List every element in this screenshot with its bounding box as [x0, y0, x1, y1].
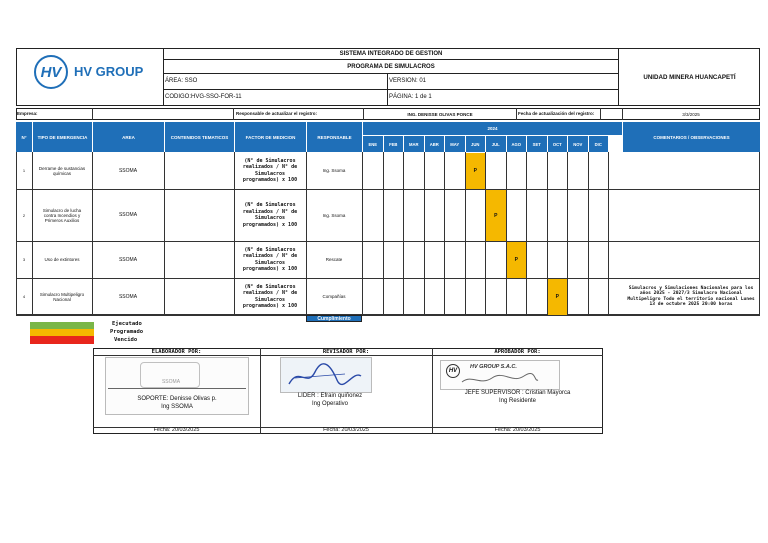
grid-column-line	[362, 152, 363, 315]
company-label: Empresa:	[17, 111, 38, 116]
hv-logo-icon	[34, 55, 68, 89]
month-ene: ENE	[362, 136, 383, 152]
compliance-label: Cumplimiento	[306, 315, 362, 322]
row-4-responsible: Compañías	[322, 294, 346, 299]
month-dic: DIC	[588, 136, 609, 152]
row-3-responsible: Rescate	[325, 257, 343, 262]
version-label: VERSION: 01	[388, 74, 618, 90]
row-4-area: SSOMA	[118, 293, 138, 300]
date-value: 3/3/2025	[682, 111, 700, 117]
month-oct: OCT	[547, 136, 568, 152]
col-type: TIPO DE EMERGENCIA	[32, 122, 92, 152]
month-mar: MAR	[403, 136, 424, 152]
elaborated-signature-line	[108, 388, 246, 389]
grid-column-line	[608, 152, 609, 315]
row-1-n: 1	[22, 168, 26, 173]
col-comments: COMENTARIOS / OBSERVACIONES	[622, 122, 760, 152]
legend-expired-swatch	[30, 336, 94, 344]
programmed-mark-row-3: P	[507, 242, 527, 278]
logo-box	[16, 48, 164, 106]
approved-role: Ing Residente	[498, 398, 537, 404]
row-4-comment: Simulacros y Simulaciones Nacionales para los años 2025 - 2027/3 Simulacro Nacional Multipeligro Todo el territorio nacional Lunes 13 de octubre 2025 20:00 horas	[627, 285, 755, 307]
mining-unit: UNIDAD MINERA HUANCAPETÍ	[618, 48, 760, 106]
grid-column-line	[444, 152, 445, 315]
col-content: CONTENIDOS TEMATICOS	[164, 122, 234, 152]
title-program: PROGRAMA DE SIMULACROS	[164, 60, 618, 74]
grid-column-line	[164, 152, 165, 315]
row-1-factor: (N° de Simulacros realizados / N° de Simulacros programados) x 100	[242, 157, 298, 183]
grid-column-line	[424, 152, 425, 315]
logo-mark: HV	[40, 63, 62, 81]
responsible-name: ING. DENISSE OLIVAS PONCE	[407, 111, 473, 117]
col-responsible: RESPONSABLE	[306, 122, 362, 152]
responsible-label: Responsable de actualizar el registro:	[236, 111, 318, 116]
month-feb: FEB	[383, 136, 404, 152]
approved-signature-scribble	[460, 372, 540, 388]
elaborated-stamp-text: SSOMA	[161, 379, 181, 385]
row-3-factor: (N° de Simulacros realizados / N° de Simulacros programados) x 100	[242, 246, 298, 272]
month-may: MAY	[444, 136, 465, 152]
legend-expired: Vencido	[114, 337, 138, 343]
grid-column-line	[588, 152, 589, 315]
col-n: N°	[16, 122, 32, 152]
grid-row-line	[16, 315, 760, 316]
elaborated-title: ELABORADOR POR:	[151, 348, 202, 355]
row-3-n: 3	[22, 257, 26, 262]
row-1-responsible: Ing. Ssoma	[322, 168, 346, 173]
reviewed-role: Ing Operativo	[311, 401, 349, 407]
row-2-type: Simulacro de lucha contra Incendios y Primeros Auxilios	[42, 207, 82, 223]
elaborated-stamp	[140, 362, 200, 388]
area-label: ÁREA: SSO	[164, 74, 388, 90]
row-4-factor: (N° de Simulacros realizados / N° de Simulacros programados) x 100	[242, 283, 298, 309]
legend-programmed-swatch	[30, 329, 94, 336]
elaborated-name: SOPORTE: Denisse Olivas p.	[137, 396, 217, 402]
month-jul: JUL	[485, 136, 506, 152]
month-jun: JUN	[465, 136, 486, 152]
grid-column-line	[506, 152, 507, 315]
approved-date: Fecha: 20/03/2025	[494, 427, 541, 433]
month-set: SET	[526, 136, 547, 152]
row-2-area: SSOMA	[118, 212, 138, 218]
approved-stamp-text: HV GROUP S.A.C.	[470, 364, 517, 370]
code-label: CODIGO:HVG-SSO-FOR-11	[164, 90, 388, 106]
row-3-area: SSOMA	[118, 256, 138, 263]
legend-programmed: Programado	[110, 329, 144, 335]
row-1-type: Derrame de sustancias químicas	[38, 165, 86, 176]
row-2-factor: (N° de Simulacros realizados / N° de Simulacros programados) x 100	[242, 202, 298, 228]
month-abr: ABR	[424, 136, 445, 152]
elaborated-role: Ing SSOMA	[161, 404, 193, 410]
page-label: PÁGINA: 1 de 1	[389, 94, 432, 100]
row-2-n: 2	[22, 212, 26, 218]
row-1-area: SSOMA	[118, 167, 138, 174]
row-3-type: Uso de extintores	[44, 257, 80, 262]
logo-text: HV GROUP	[74, 64, 144, 79]
approved-title: APROBADOR POR:	[494, 348, 541, 355]
legend-executed-swatch	[30, 322, 94, 329]
col-area: AREA	[92, 122, 164, 152]
col-year: 2024	[362, 122, 622, 136]
approved-logo-icon: HV	[446, 364, 460, 378]
grid-column-line	[403, 152, 404, 315]
reviewed-signature-scribble	[285, 362, 365, 390]
programmed-mark-row-2: P	[486, 190, 506, 241]
month-ago: AGO	[506, 136, 527, 152]
col-factor: FACTOR DE MEDICION	[234, 122, 306, 152]
month-nov: NOV	[567, 136, 588, 152]
date-label: Fecha de actualización del registro:	[518, 111, 595, 116]
reviewed-name: LIDER : Efrain quiñonez	[297, 393, 363, 399]
programmed-mark-row-1: P	[466, 153, 486, 189]
reviewed-title: REVISADOR POR:	[322, 348, 370, 355]
legend-executed: Ejecutado	[112, 321, 142, 327]
row-2-responsible: Ing. Ssoma	[322, 212, 346, 218]
elaborated-date: Fecha: 20/03/2025	[153, 427, 200, 433]
grid-column-line	[383, 152, 384, 315]
approved-name: JEFE SUPERVISOR : Cristian Mayorca	[464, 390, 571, 396]
grid-column-line	[567, 152, 568, 315]
programmed-mark-row-4: P	[548, 279, 568, 315]
title-system: SISTEMA INTEGRADO DE GESTION	[164, 48, 618, 60]
row-4-type: Simulacro Multipeligro Nacional	[39, 291, 85, 302]
grid-column-line	[526, 152, 527, 315]
row-4-n: 4	[22, 294, 26, 299]
reviewed-date: Fecha: 20/03/2025	[323, 427, 369, 433]
